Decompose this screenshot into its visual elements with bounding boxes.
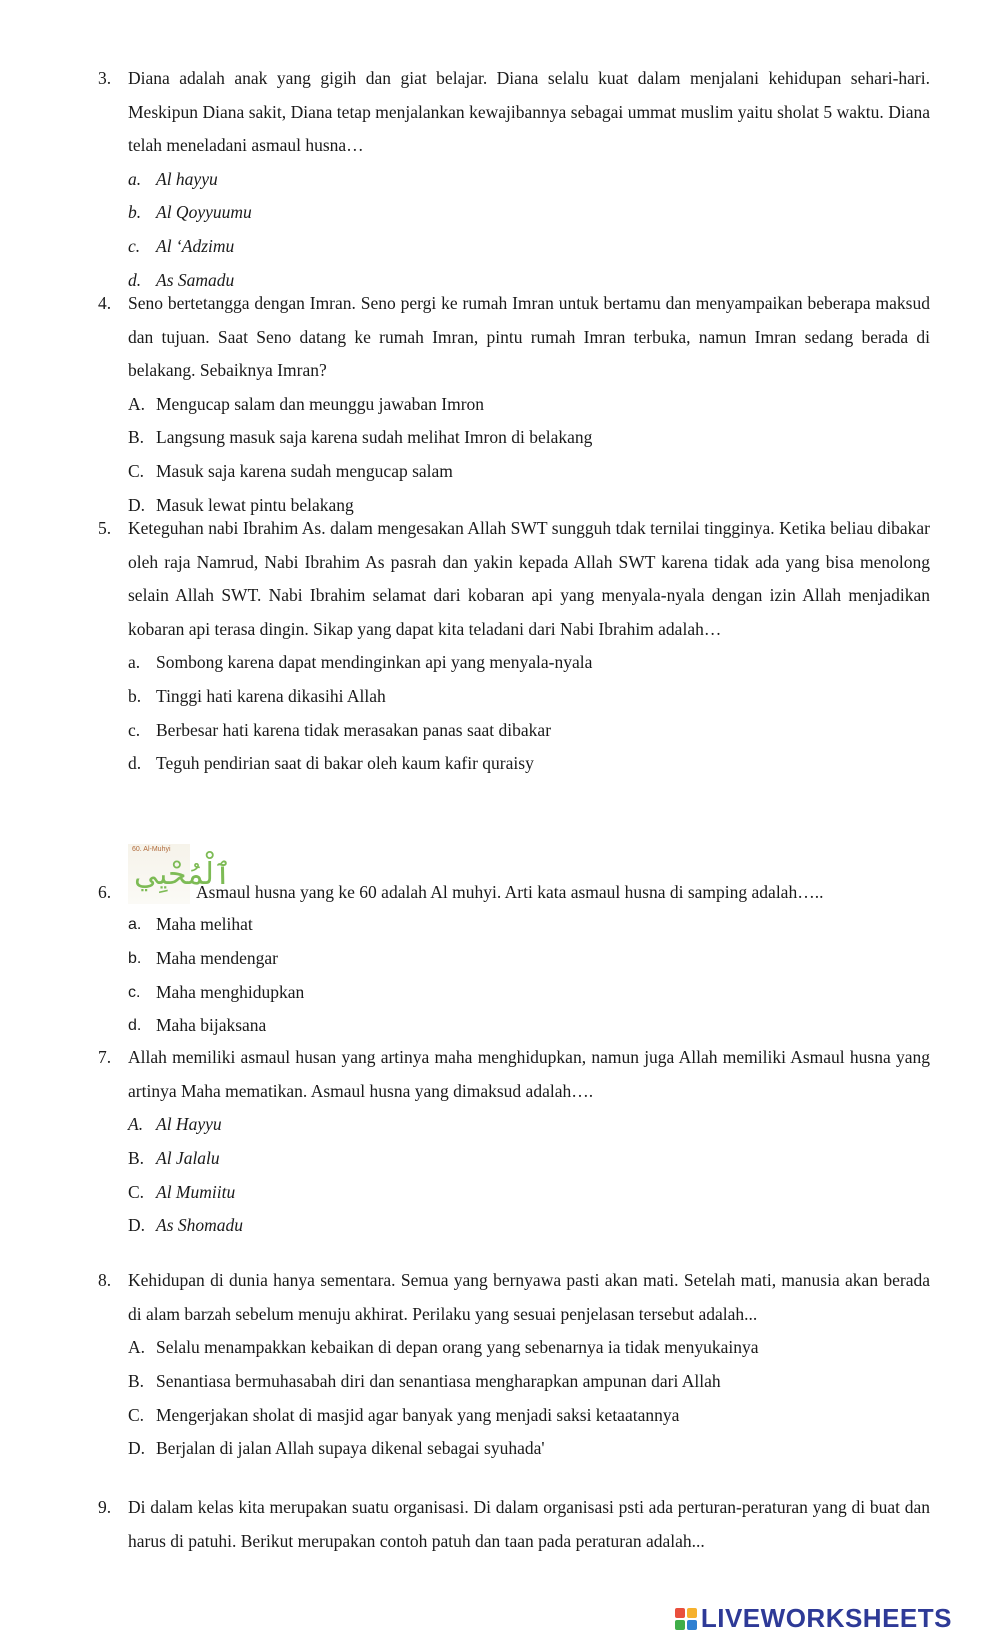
option-letter: a. <box>128 168 142 189</box>
question-7 <box>98 1041 930 1243</box>
logo-square <box>687 1608 697 1618</box>
option-letter: D. <box>128 1438 146 1459</box>
option-text: Senantiasa bermuhasabah diri dan senantiasa mengharapkan ampunan dari Allah <box>156 1370 721 1391</box>
option-letter: c. <box>128 719 141 740</box>
question-stem: Seno bertetangga dengan Imran. Seno pergi ke rumah Imran untuk bertamu dan menyampaikan beberapa maksud dan tujuan. Saat Seno datang ke rumah Imran, pintu rumah Imran terbuka, namun Imran sedang berada di belakang. Sebaiknya Imran? <box>128 293 930 380</box>
question-stem: Kehidupan di dunia hanya sementara. Semua yang bernyawa pasti akan mati. Setelah mati, manusia akan berada di alam barzah sebelum menuju akhirat. Perilaku yang sesuai penjelasan tersebut adalah... <box>128 1270 930 1324</box>
option-text: Maha mendengar <box>156 947 278 968</box>
option-letter: B. <box>128 1147 145 1168</box>
option-list <box>128 646 930 781</box>
option-a <box>128 646 930 680</box>
option-b <box>128 942 930 976</box>
question-9 <box>98 1491 930 1558</box>
option-text: Maha menghidupkan <box>156 981 305 1002</box>
arabic-calligraphy: ٱلْمُحْيِي <box>134 857 232 892</box>
question-4 <box>98 287 930 523</box>
question-number: 3. <box>98 68 112 88</box>
option-letter: c. <box>128 983 141 1001</box>
question-number: 8. <box>98 1270 112 1290</box>
question-stem: Asmaul husna yang ke 60 adalah Al muhyi. Arti kata asmaul husna di samping adalah….. <box>196 882 824 902</box>
question-number: 6. <box>98 882 112 902</box>
question-number: 7. <box>98 1047 112 1067</box>
question-6 <box>98 844 930 1043</box>
option-letter: C. <box>128 1404 145 1425</box>
option-letter: d. <box>128 1017 142 1035</box>
option-letter: A. <box>128 1114 144 1134</box>
option-letter: D. <box>128 1215 146 1236</box>
question-number: 4. <box>98 293 112 313</box>
option-d <box>128 1209 930 1243</box>
option-b <box>128 196 930 230</box>
option-c <box>128 1399 930 1433</box>
option-text: Selalu menampakkan kebaikan di depan orang yang sebenarnya ia tidak menyukainya <box>156 1337 759 1357</box>
logo-grid-icon <box>675 1608 697 1630</box>
option-text: Maha melihat <box>156 914 253 934</box>
option-text: Mengerjakan sholat di masjid agar banyak yang menjadi saksi ketaatannya <box>156 1404 680 1425</box>
logo-text: LIVEWORKSHEETS <box>700 1603 952 1633</box>
option-letter: c. <box>128 236 141 257</box>
option-letter: b. <box>128 202 142 223</box>
option-d <box>128 1432 930 1466</box>
option-text: Mengucap salam dan meunggu jawaban Imron <box>156 393 485 414</box>
logo-square <box>675 1608 685 1618</box>
question-number: 9. <box>98 1497 112 1517</box>
option-text: Masuk lewat pintu belakang <box>156 494 354 515</box>
option-letter: B. <box>128 427 145 448</box>
option-text: Al Jalalu <box>156 1147 220 1168</box>
option-text: Teguh pendirian saat di bakar oleh kaum kafir quraisy <box>156 753 534 774</box>
option-letter: d. <box>128 753 142 774</box>
option-list <box>128 1331 930 1466</box>
option-a <box>128 1331 930 1365</box>
option-text: Al ‘Adzimu <box>156 236 235 257</box>
option-text: Al Qoyyuumu <box>156 202 252 223</box>
option-text: Al Mumiitu <box>156 1181 236 1202</box>
option-letter: C. <box>128 461 145 482</box>
logo-square <box>675 1620 685 1630</box>
option-c <box>128 714 930 748</box>
option-letter: A. <box>128 1337 146 1357</box>
option-text: Masuk saja karena sudah mengucap salam <box>156 461 453 482</box>
option-letter: D. <box>128 494 146 515</box>
option-d <box>128 1009 930 1043</box>
question-5 <box>98 512 930 781</box>
option-letter: d. <box>128 269 142 290</box>
option-text: Langsung masuk saja karena sudah melihat Imron di belakang <box>156 427 593 448</box>
option-list <box>128 163 930 298</box>
liveworksheets-logo <box>675 1603 952 1634</box>
option-letter: B. <box>128 1370 145 1391</box>
option-text: Berjalan di jalan Allah supaya dikenal sebagai syuhada' <box>156 1438 545 1459</box>
option-b <box>128 680 930 714</box>
question-stem: Allah memiliki asmaul husan yang artinya maha menghidupkan, namun juga Allah memiliki Asmaul husna yang artinya Maha mematikan. Asmaul husna yang dimaksud adalah…. <box>128 1047 930 1101</box>
option-d <box>128 747 930 781</box>
question-6-row <box>98 844 930 904</box>
question-stem: Keteguhan nabi Ibrahim As. dalam mengesakan Allah SWT sungguh tdak ternilai tingginya. Ketika beliau dibakar oleh raja Namrud, Nabi Ibrahim As pasrah dan yakin kepada Allah SWT karena tidak ada yang bisa menolong selain Allah SWT. Nabi Ibrahim selamat dari kobaran api yang menyala-nyala dengan izin Allah menjadikan kobaran api terasa dingin. Sikap yang dapat kita teladani dari Nabi Ibrahim adalah… <box>128 518 930 639</box>
option-c <box>128 230 930 264</box>
option-a <box>128 908 930 942</box>
option-b <box>128 1142 930 1176</box>
option-a <box>128 1108 930 1142</box>
question-number: 5. <box>98 518 112 538</box>
option-a <box>128 388 930 422</box>
question-stem: Diana adalah anak yang gigih dan giat belajar. Diana selalu kuat dalam menjalani kehidupan sehari-hari. Meskipun Diana sakit, Diana tetap menjalankan kewajibannya sebagai ummat muslim yaitu sholat 5 waktu. Diana telah meneladani asmaul husna… <box>128 68 930 155</box>
option-c <box>128 455 930 489</box>
question-stem: Di dalam kelas kita merupakan suatu organisasi. Di dalam organisasi psti ada perturan-peraturan yang di buat dan harus di patuhi. Berikut merupakan contoh patuh dan taan pada peraturan adalah... <box>128 1497 930 1551</box>
option-text: Al Hayyu <box>156 1114 222 1134</box>
option-c <box>128 1176 930 1210</box>
option-letter: a. <box>128 916 142 933</box>
option-text: Sombong karena dapat mendinginkan api yang menyala-nyala <box>156 652 593 672</box>
question-8 <box>98 1264 930 1466</box>
option-text: Maha bijaksana <box>156 1015 267 1036</box>
option-a <box>128 163 930 197</box>
option-letter: A. <box>128 393 146 414</box>
option-c <box>128 976 930 1010</box>
option-letter: a. <box>128 652 141 672</box>
option-list <box>128 388 930 523</box>
option-list <box>128 1108 930 1243</box>
option-text: Al hayyu <box>156 168 218 189</box>
asmaul-husna-image <box>128 844 232 904</box>
option-text: As Shomadu <box>156 1215 244 1236</box>
option-b <box>128 1365 930 1399</box>
option-letter: C. <box>128 1181 145 1202</box>
question-3 <box>98 62 930 298</box>
option-letter: b. <box>128 949 142 967</box>
option-text: As Samadu <box>156 269 235 290</box>
option-list <box>128 908 930 1043</box>
option-b <box>128 421 930 455</box>
option-letter: b. <box>128 685 142 706</box>
image-caption: 60. Al-Muhyi <box>132 846 171 853</box>
logo-square <box>687 1620 697 1630</box>
option-text: Berbesar hati karena tidak merasakan panas saat dibakar <box>156 719 552 740</box>
option-text: Tinggi hati karena dikasihi Allah <box>156 685 386 706</box>
